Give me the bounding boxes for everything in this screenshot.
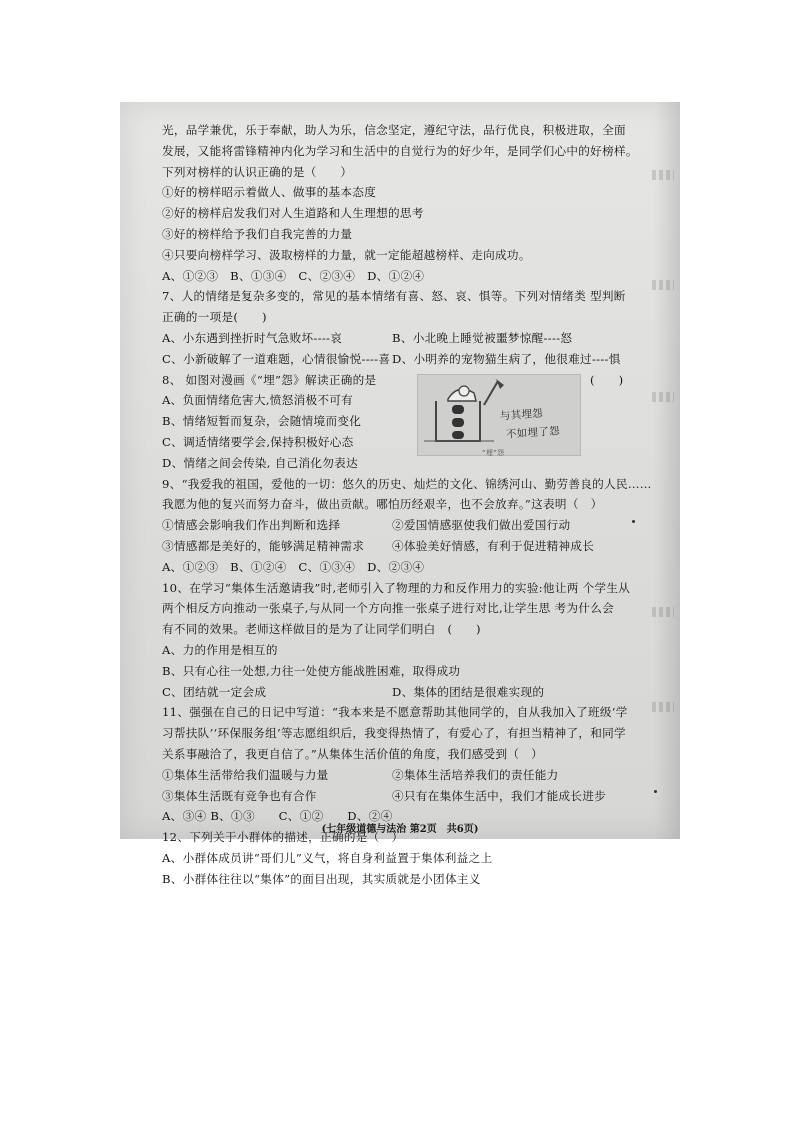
bleed-through-mark	[652, 170, 674, 180]
q9-stem-cont: 我愿为他的复兴而努力奋斗，做出贡献。哪怕历经艰辛，也不会放弃。”这表明（ ）	[162, 497, 603, 512]
q9-stem: 9、“我爱我的祖国，爱他的一切：悠久的历史、灿烂的文化、锦绣河山、勤劳善良的人民……	[162, 476, 652, 491]
q8-answer-paren: ( )	[590, 372, 624, 387]
q9-statement-2: ②爱国情感驱使我们做出爱国行动	[392, 518, 571, 533]
bleed-through-mark	[652, 702, 674, 712]
q10-option-b: B、只有心往一处想,力往一处使方能战胜困难，取得成功	[162, 663, 461, 678]
cartoon-text-1: 与其埋怨	[499, 407, 544, 423]
q6-statement-4: ④只要向榜样学习、汲取榜样的力量，就一定能超越榜样、走向成功。	[162, 247, 531, 262]
q10-stem-cont: 有不同的效果。老师这样做目的是为了让同学们明白 ( )	[162, 622, 481, 637]
text-line: 发展，又能将雷锋精神内化为学习和生活中的自觉行为的好少年，是同学们心中的好榜样。	[162, 143, 638, 158]
q8-option-a: A、负面情绪危害大,愤怒消极不可有	[162, 393, 354, 408]
q8-option-d: D、情绪之间会传染, 自己消化勿表达	[162, 455, 358, 470]
q11-statement-4: ④只有在集体生活中，我们才能成长进步	[392, 788, 607, 803]
q10-option-c: C、团结就一定会成	[162, 684, 267, 699]
q10-stem: 10、在学习“集体生活邀请我”时,老师引入了物理的力和反作用力的实验:他让两 个学生从	[162, 580, 631, 595]
q8-option-c: C、调适情绪要学会,保持积极好心态	[162, 434, 354, 449]
q7-option-b: B、小北晚上睡觉被噩梦惊醒----怒	[392, 330, 573, 345]
q7-option-a: A、小东遇到挫折时气急败坏----哀	[162, 330, 343, 345]
page-footer: (七年级道德与法治 第2页 共6页)	[321, 824, 479, 835]
exam-page	[120, 102, 680, 886]
q10-option-a: A、力的作用是相互的	[162, 642, 278, 657]
cartoon-caption: “埋”怨	[482, 448, 505, 457]
q12-option-b: B、小群体往往以“集体”的面目出现，其实质就是小团体主义	[162, 871, 481, 886]
q8-stem: 8、 如图对漫画《“埋”怨》解读正确的是	[162, 372, 377, 387]
q12-option-a: A、小群体成员讲“哥们儿”义气，将自身利益置于集体利益之上	[162, 850, 493, 865]
text-line: 光，品学兼优，乐于奉献，助人为乐，信念坚定，遵纪守法，品行优良，积极进取，全面	[162, 123, 626, 137]
scan-speck	[654, 790, 657, 793]
q6-statement-2: ②好的榜样启发我们对人生道路和人生理想的思考	[162, 206, 424, 221]
q7-stem-cont: 正确的一项是( )	[162, 310, 267, 325]
cartoon-image	[417, 374, 581, 456]
cartoon-text-2: 不如埋了怨	[505, 424, 561, 441]
q10-options-row	[162, 682, 642, 703]
q10-stem-cont: 两个相反方向推动一张桌子,与从同一个方向推一张桌子进行对比,让学生思 考为什么会	[162, 601, 615, 616]
q11-statement-2: ②集体生活培养我们的责任能力	[392, 767, 559, 782]
q9-statement-3: ③情感都是美好的，能够满足精神需求	[162, 538, 365, 553]
q11-statements-row	[162, 786, 642, 807]
bleed-through-mark	[652, 280, 674, 290]
q6-stem: 下列对榜样的认识正确的是（ ）	[162, 164, 353, 179]
q11-statement-3: ③集体生活既有竞争也有合作	[162, 788, 317, 803]
q11-stem: 11、强强在自己的日记中写道：“我本来是不愿意帮助其他同学的，自从我加入了班级‘学	[162, 705, 628, 720]
q7-stem: 7、人的情绪是复杂多变的，常见的基本情绪有喜、怒、哀、惧等。下列对情绪类 型判断	[162, 289, 626, 304]
page-shadow-edge	[654, 102, 680, 839]
q9-statement-4: ④体验美好情感，有利于促进精神成长	[392, 538, 595, 553]
q8-block	[162, 370, 642, 474]
q9-statement-1: ①情感会影响我们作出判断和选择	[162, 518, 341, 533]
q11-statement-1: ①集体生活带给我们温暖与力量	[162, 767, 329, 782]
q11-statements-row	[162, 765, 642, 786]
q10-option-d: D、集体的团结是很难实现的	[392, 684, 545, 699]
q11-stem-cont: 关系事融洽了，我更自信了。”从集体生活价值的角度，我们感受到（ ）	[162, 746, 544, 761]
q9-statements-row	[162, 536, 642, 557]
q6-options: A、①②③ B、①③④ C、②③④ D、①②④	[162, 268, 425, 283]
q6-statement-3: ③好的榜样给予我们自我完善的力量	[162, 226, 353, 241]
question-text	[162, 120, 652, 890]
q11-stem-cont: 习帮扶队’‘环保服务组’等志愿组织后，我变得热情了，有爱心了，有担当精神了，和同学	[162, 726, 626, 741]
q7-option-d: D、小明养的宠物猫生病了，他很难过----惧	[392, 351, 621, 366]
q9-options: A、①②③ B、①②④ C、①③④ D、②③④	[162, 559, 425, 574]
bleed-through-mark	[652, 392, 674, 402]
q6-statement-1: ①好的榜样昭示着做人、做事的基本态度	[162, 185, 377, 200]
q7-options-row	[162, 328, 642, 349]
q12-stem: 12、下列关于小群体的描述，正确的是（ ）	[162, 830, 404, 845]
q9-statements-row	[162, 515, 642, 536]
q7-option-c: C、小新破解了一道难题，心情很愉悦----喜	[162, 351, 391, 366]
q7-options-row	[162, 349, 642, 370]
q8-option-b: B、情绪短暂而复杂，会随情境而变化	[162, 414, 362, 429]
bleed-through-mark	[652, 607, 674, 617]
q11-options: A、③④ B、①③ C、①② D、②④	[162, 809, 393, 824]
